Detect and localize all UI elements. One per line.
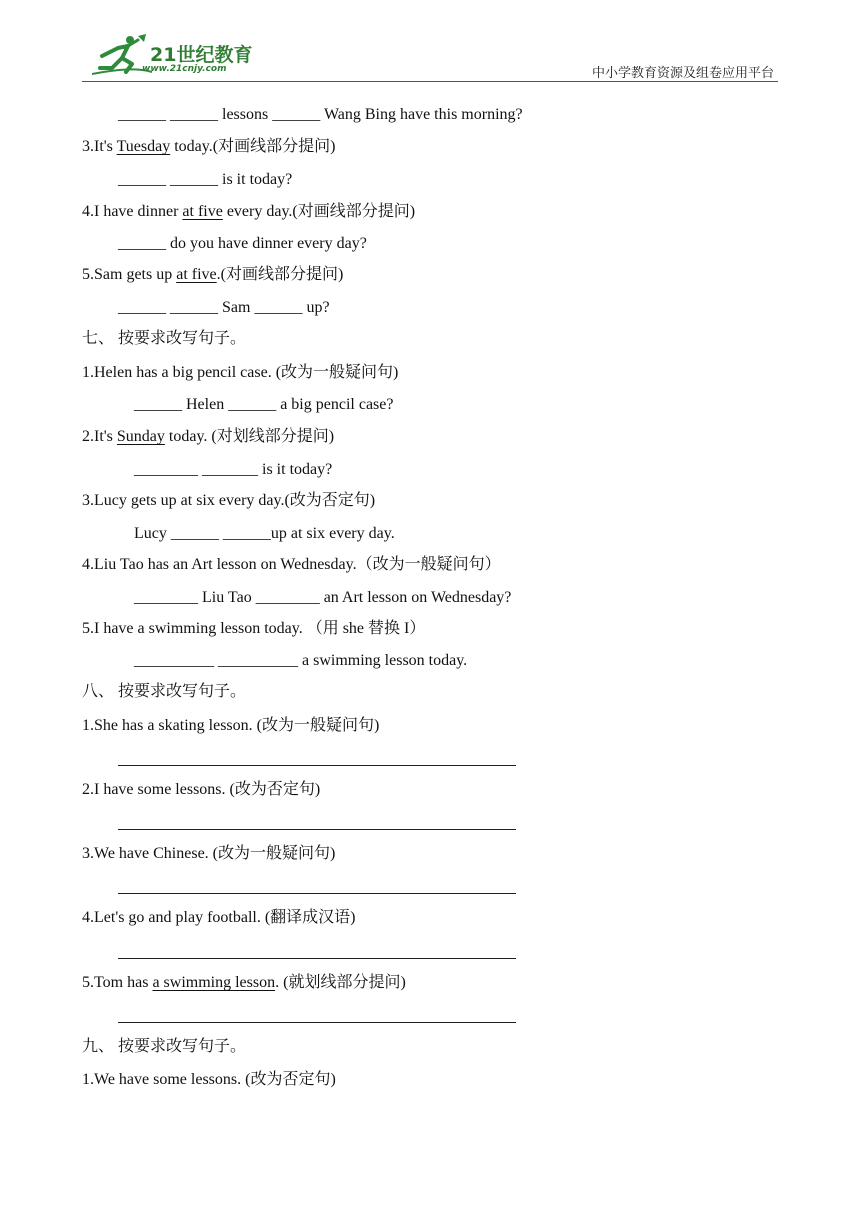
answer-line: ______ Helen ______ a big pencil case? (134, 396, 394, 413)
section-8-title: 八、 按要求改写句子。 (82, 683, 247, 700)
underlined-text: a swimming lesson (152, 974, 276, 991)
question-text: today. (对划线部分提问) (164, 428, 335, 445)
answer-line: ________ Liu Tao ________ an Art lesson on Wednesday? (134, 589, 512, 606)
answer-rule (118, 1022, 516, 1023)
answer-rule (118, 958, 516, 959)
underlined-text: at five (176, 266, 217, 283)
question-4: 4.Liu Tao has an Art lesson on Wednesday.（改为一般疑问句） (82, 556, 501, 573)
question-5 (82, 265, 343, 285)
question-2 (82, 427, 334, 447)
question-text: 3.It's (82, 138, 117, 155)
question-3 (82, 137, 335, 157)
page-header (0, 0, 860, 90)
question-text: today.(对画线部分提问) (170, 138, 336, 155)
question-1: 1.She has a skating lesson. (改为一般疑问句) (82, 717, 380, 734)
question-5: 5.I have a swimming lesson today. （用 she 替换 I） (82, 620, 426, 637)
logo-main-text: 21世纪教育 (150, 44, 253, 66)
logo-url-text: www.21cnjy.com (142, 64, 227, 74)
section-9-title: 九、 按要求改写句子。 (82, 1038, 247, 1055)
question-5 (82, 973, 406, 993)
question-text: 4.I have dinner (82, 203, 183, 220)
question-text: 5.Sam gets up (82, 266, 177, 283)
header-divider (82, 81, 778, 82)
question-text: 2.It's (82, 428, 117, 445)
underlined-text: at five (182, 203, 223, 220)
platform-name: 中小学教育资源及组卷应用平台 (591, 66, 774, 81)
underlined-text: Tuesday (116, 138, 171, 155)
question-1: 1.Helen has a big pencil case. (改为一般疑问句) (82, 364, 399, 381)
answer-line: ______ ______ lessons ______ Wang Bing have this morning? (118, 106, 523, 123)
question-text: .(对画线部分提问) (216, 266, 344, 283)
question-4 (82, 202, 415, 222)
question-text: 5.Tom has (82, 974, 153, 991)
question-text: . (就划线部分提问) (275, 974, 406, 991)
section-7-title: 七、 按要求改写句子。 (82, 330, 247, 347)
answer-line: __________ __________ a swimming lesson today. (134, 652, 468, 669)
answer-rule (118, 829, 516, 830)
question-3: 3.Lucy gets up at six every day.(改为否定句) (82, 492, 376, 509)
answer-line: Lucy ______ ______up at six every day. (134, 525, 395, 542)
answer-rule (118, 765, 516, 766)
answer-rule (118, 893, 516, 894)
question-3: 3.We have Chinese. (改为一般疑问句) (82, 845, 336, 862)
answer-line: ______ ______ is it today? (118, 171, 293, 188)
brand-logo (92, 34, 272, 78)
underlined-text: Sunday (116, 428, 165, 445)
answer-line: ______ do you have dinner every day? (118, 235, 367, 252)
answer-line: ________ _______ is it today? (134, 461, 333, 478)
answer-line: ______ ______ Sam ______ up? (118, 299, 330, 316)
question-1: 1.We have some lessons. (改为否定句) (82, 1071, 336, 1088)
question-4: 4.Let's go and play football. (翻译成汉语) (82, 909, 356, 926)
question-2: 2.I have some lessons. (改为否定句) (82, 781, 321, 798)
question-text: every day.(对画线部分提问) (222, 203, 416, 220)
